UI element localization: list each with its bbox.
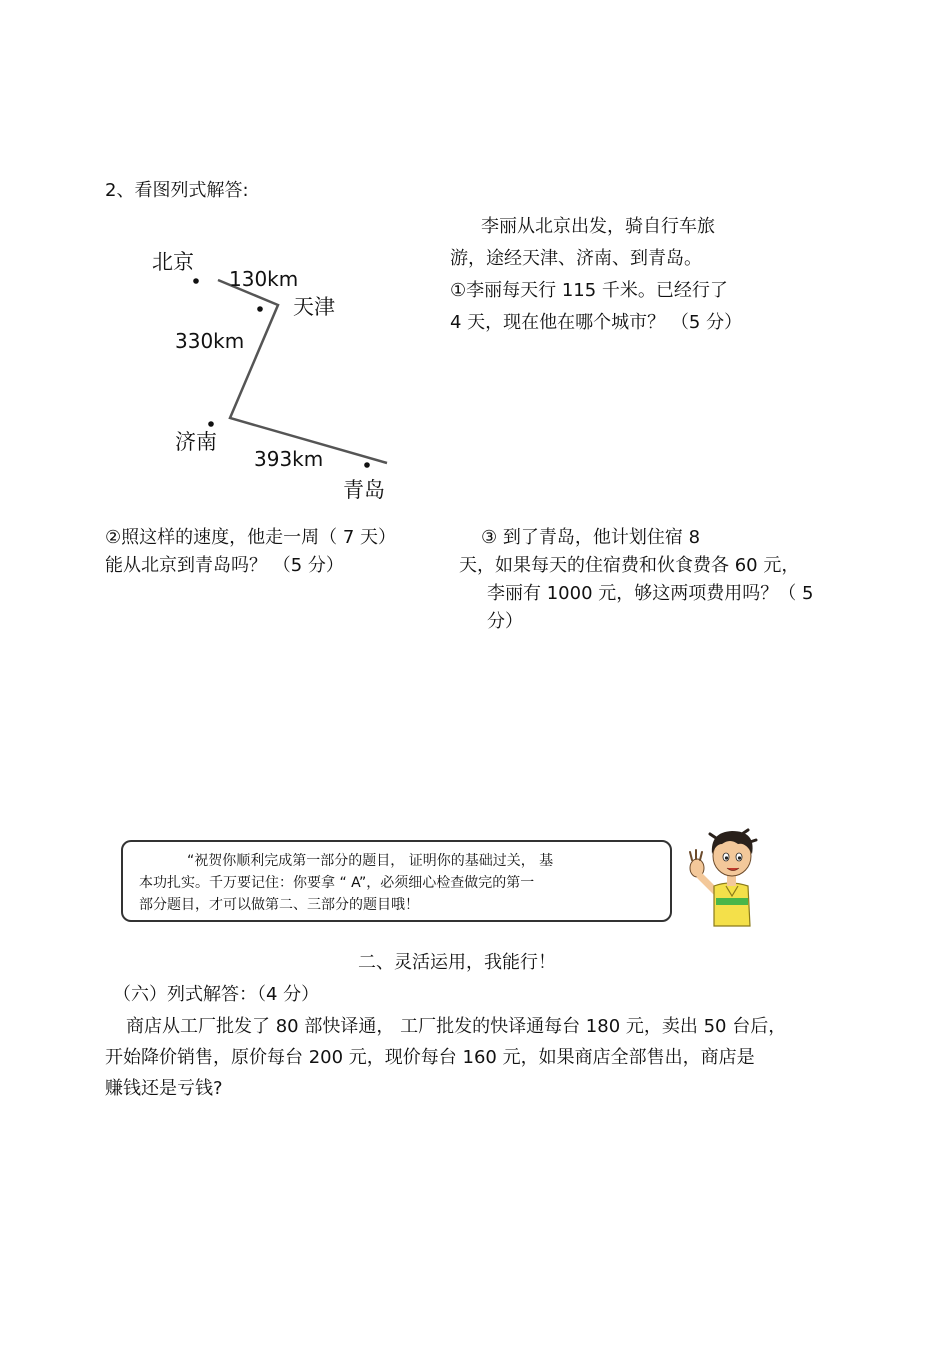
dot-qingdao: [364, 462, 370, 468]
question-3-line-4: 分）: [487, 611, 523, 632]
part-2-problem-line-3: 赚钱还是亏钱?: [105, 1078, 223, 1099]
question-3-line-2: 天，如果每天的住宿费和伙食费各 60 元，: [459, 555, 800, 576]
dot-tianjin: [257, 306, 263, 312]
city-beijing: 北京: [152, 250, 194, 274]
part-2-subheading: （六）列式解答：（4 分）: [113, 984, 320, 1005]
note-line-2: 本功扎实。千万要记住：你要拿 “ A”，必须细心检查做完的第一: [139, 875, 535, 891]
encouragement-note: [121, 840, 672, 922]
distance-beijing-tianjin: 130km: [229, 267, 299, 291]
question-3-line-3: 李丽有 1000 元，够这两项费用吗？（ 5: [487, 583, 814, 604]
distance-tianjin-jinan: 330km: [175, 329, 245, 353]
part-2-title: 二、灵活运用，我能行！: [358, 952, 556, 973]
section-heading: 2、看图列式解答:: [105, 180, 249, 201]
part-2-problem-line-2: 开始降价销售，原价每台 200 元，现价每台 160 元，如果商店全部售出，商店是: [105, 1047, 755, 1068]
story-line-1: 李丽从北京出发，骑自行车旅: [481, 216, 715, 237]
city-tianjin: 天津: [293, 295, 335, 319]
distance-jinan-qingdao: 393km: [254, 447, 324, 471]
cartoon-boy-illustration: [686, 826, 766, 931]
note-line-3: 部分题目，才可以做第二、三部分的题目哦！: [139, 897, 419, 913]
question-3-line-1: ③ 到了青岛，他计划住宿 8: [481, 527, 701, 548]
dot-beijing: [193, 278, 199, 284]
story-line-2: 游，途经天津、济南、到青岛。: [450, 248, 702, 269]
question-1-line-2: 4 天，现在他在哪个城市？ （5 分）: [450, 312, 743, 333]
question-2-line-1: ②照这样的速度，他走一周（ 7 天）: [105, 527, 397, 548]
city-qingdao: 青岛: [343, 478, 385, 502]
question-1-line-1: ①李丽每天行 115 千米。已经行了: [450, 280, 728, 301]
note-line-1: “祝贺你顺利完成第一部分的题目， 证明你的基础过关， 基: [187, 853, 554, 869]
part-2-problem-line-1: 商店从工厂批发了 80 部快译通， 工厂批发的快译通每台 180 元，卖出 50 台后，: [126, 1016, 787, 1037]
city-jinan: 济南: [175, 430, 217, 454]
question-2-line-2: 能从北京到青岛吗？ （5 分）: [105, 555, 344, 576]
